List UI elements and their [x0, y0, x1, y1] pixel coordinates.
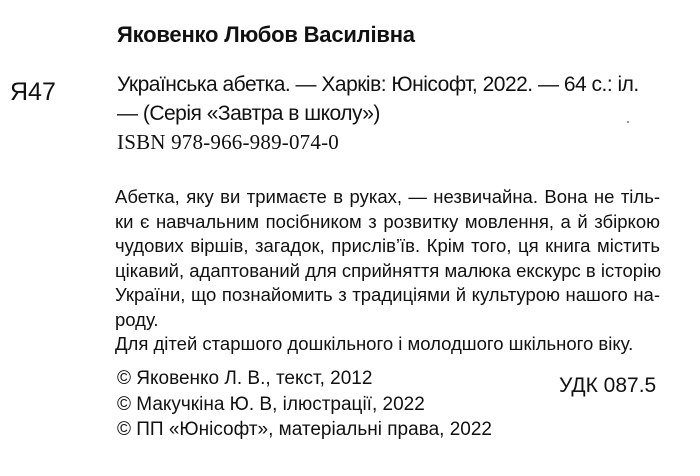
copyright-block [117, 366, 492, 443]
annotation-line: Абетка, яку ви тримаєте в руках, — незвичайна. Вона не тіль- [115, 186, 660, 207]
author-name: Яковенко Любов Василівна [117, 22, 415, 47]
udk-code: УДК 087.5 [559, 374, 657, 397]
author-sign: Я47 [10, 78, 56, 106]
annotation-line: цікавий, адаптований для сприйняття малюка екскурс в історію [115, 259, 662, 281]
target-audience: Для дітей старшого дошкільного і молодшого шкільного віку. [115, 333, 634, 354]
annotation [115, 185, 660, 357]
print-speck [627, 121, 629, 123]
bibliographic-line: Українська абетка. — Харків: Юнісофт, 2022. — 64 с.: іл. [117, 73, 639, 96]
series-line: — (Серія «Завтра в школу») [117, 102, 380, 125]
bibliographic-description [117, 70, 677, 157]
annotation-line: України, що познайомить з традиціями й культурою нашого на- [115, 284, 660, 305]
copyright-line: © Яковенко Л. В., текст, 2012 [117, 368, 373, 389]
annotation-line: чудових віршів, загадок, прислів’їв. Крім того, ця книга містить [115, 235, 660, 256]
annotation-line: роду. [115, 308, 159, 330]
annotation-line: ки є навчальним посібником з розвитку мовлення, а й збіркою [115, 210, 660, 232]
isbn: ISBN 978-966-989-074-0 [117, 130, 339, 154]
copyright-line: © Макучкіна Ю. В, ілюстрації, 2022 [117, 393, 425, 415]
copyright-line: © ПП «Юнісофт», матеріальні права, 2022 [117, 419, 492, 440]
